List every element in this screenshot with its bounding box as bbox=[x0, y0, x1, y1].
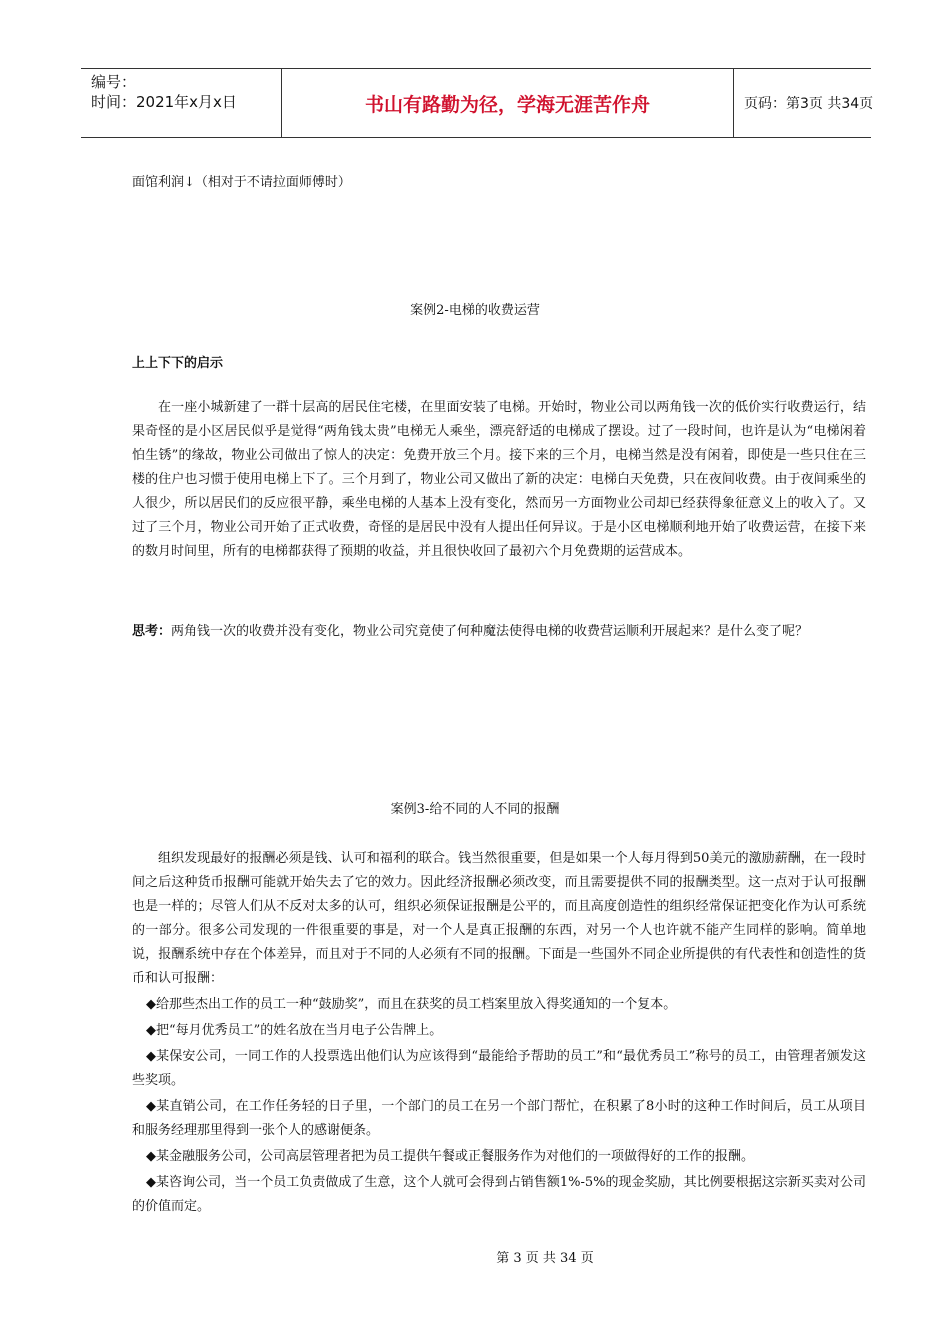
reward-examples-list bbox=[132, 993, 866, 1221]
diamond-bullet-icon: ◆ bbox=[146, 1099, 157, 1114]
document-number-label: 编号： bbox=[91, 73, 137, 91]
case3-title: 案例3-给不同的人不同的报酬 bbox=[390, 802, 560, 817]
list-item: ◆某直销公司，在工作任务轻的日子里，一个部门的员工在另一个部门帮忙，在积累了8小时的这种工作时间后，员工从项目和服务经理那里得到一张个人的感谢便条。 bbox=[132, 1099, 866, 1138]
document-time-label: 时间：2021年x月x日 bbox=[91, 93, 237, 111]
case3-paragraph: 组织发现最好的报酬必须是钱、认可和福利的联合。钱当然很重要，但是如果一个人每月得到50美元的激励薪酬，在一段时间之后这种货币报酬可能就开始失去了它的效力。因此经济报酬必须改变，而且需要提供不同的报酬类型。这一点对于认可报酬也是一样的；尽管人们从不反对太多的认可，组织必须保证报酬是公平的，而且高度创造性的组织经常保证把变化作为认可系统的一部分。很多公司发现的一件很重要的事是，对一个人是真正报酬的东西，对另一个人也许就不能产生同样的影响。简单地说，报酬系统中存在个体差异，而且对于不同的人必须有不同的报酬。下面是一些国外不同企业所提供的有代表性和创造性的货币和认可报酬： bbox=[132, 851, 866, 986]
case2-paragraph: 在一座小城新建了一群十层高的居民住宅楼，在里面安装了电梯。开始时，物业公司以两角钱一次的低价实行收费运行，结果奇怪的是小区居民似乎是觉得“两角钱太贵”电梯无人乘坐，漂亮舒适的电梯成了摆设。过了一段时间，也许是认为“电梯闲着怕生锈”的缘故，物业公司做出了惊人的决定：免费开放三个月。接下来的三个月，电梯当然是没有闲着，即使是一些只住在三楼的住户也习惯于使用电梯上下了。三个月到了，物业公司又做出了新的决定：电梯白天免费，只在夜间收费。由于夜间乘坐的人很少，所以居民们的反应很平静，乘坐电梯的人基本上没有变化，然而另一方面物业公司却已经获得象征意义上的收入了。又过了三个月，物业公司开始了正式收费，奇怪的是居民中没有人提出任何异议。于是小区电梯顺利地开始了收费运营，在接下来的数月时间里，所有的电梯都获得了预期的收益，并且很快收回了最初六个月免费期的运营成本。 bbox=[132, 400, 866, 559]
list-item: ◆某保安公司，一同工作的人投票选出他们认为应该得到“最能给予帮助的员工”和“最优秀员工”称号的员工，由管理者颁发这些奖项。 bbox=[132, 1049, 866, 1088]
page-header bbox=[81, 68, 874, 138]
think-label: 思考： bbox=[132, 624, 172, 639]
diamond-bullet-icon: ◆ bbox=[146, 1049, 157, 1064]
case2-title: 案例2-电梯的收费运营 bbox=[410, 303, 540, 318]
case2-think-paragraph bbox=[132, 620, 866, 644]
page-footer: 第 3 页 共 34 页 bbox=[496, 1251, 594, 1266]
header-motto: 书山有路勤为径，学海无涯苦作舟 bbox=[282, 69, 734, 137]
header-info-cell bbox=[81, 69, 282, 137]
think-text: 两角钱一次的收费并没有变化，物业公司究竟使了何种魔法使得电梯的收费营运顺利开展起来？是什么变了呢？ bbox=[171, 624, 809, 639]
list-item: ◆某咨询公司，当一个员工负责做成了生意，这个人就可会得到占销售额1%-5%的现金奖励，其比例要根据这宗新买卖对公司的价值而定。 bbox=[132, 1175, 867, 1214]
diamond-bullet-icon: ◆ bbox=[146, 997, 156, 1012]
list-item: ◆某金融服务公司，公司高层管理者把为员工提供午餐或正餐服务作为对他们的一项做得好的工作的报酬。 bbox=[146, 1149, 755, 1164]
diamond-bullet-icon: ◆ bbox=[146, 1023, 156, 1038]
top-line-text: 面馆利润↓（相对于不请拉面师傅时） bbox=[132, 175, 351, 190]
list-item: ◆给那些杰出工作的员工一种“鼓励奖”，而且在获奖的员工档案里放入得奖通知的一个复本。 bbox=[146, 997, 677, 1012]
header-page-info: 页码：第3页 共34页 bbox=[744, 96, 874, 112]
list-item: ◆把“每月优秀员工”的姓名放在当月电子公告牌上。 bbox=[146, 1023, 443, 1038]
diamond-bullet-icon: ◆ bbox=[146, 1175, 157, 1190]
diamond-bullet-icon: ◆ bbox=[146, 1149, 156, 1164]
case2-subtitle: 上上下下的启示 bbox=[132, 356, 224, 371]
